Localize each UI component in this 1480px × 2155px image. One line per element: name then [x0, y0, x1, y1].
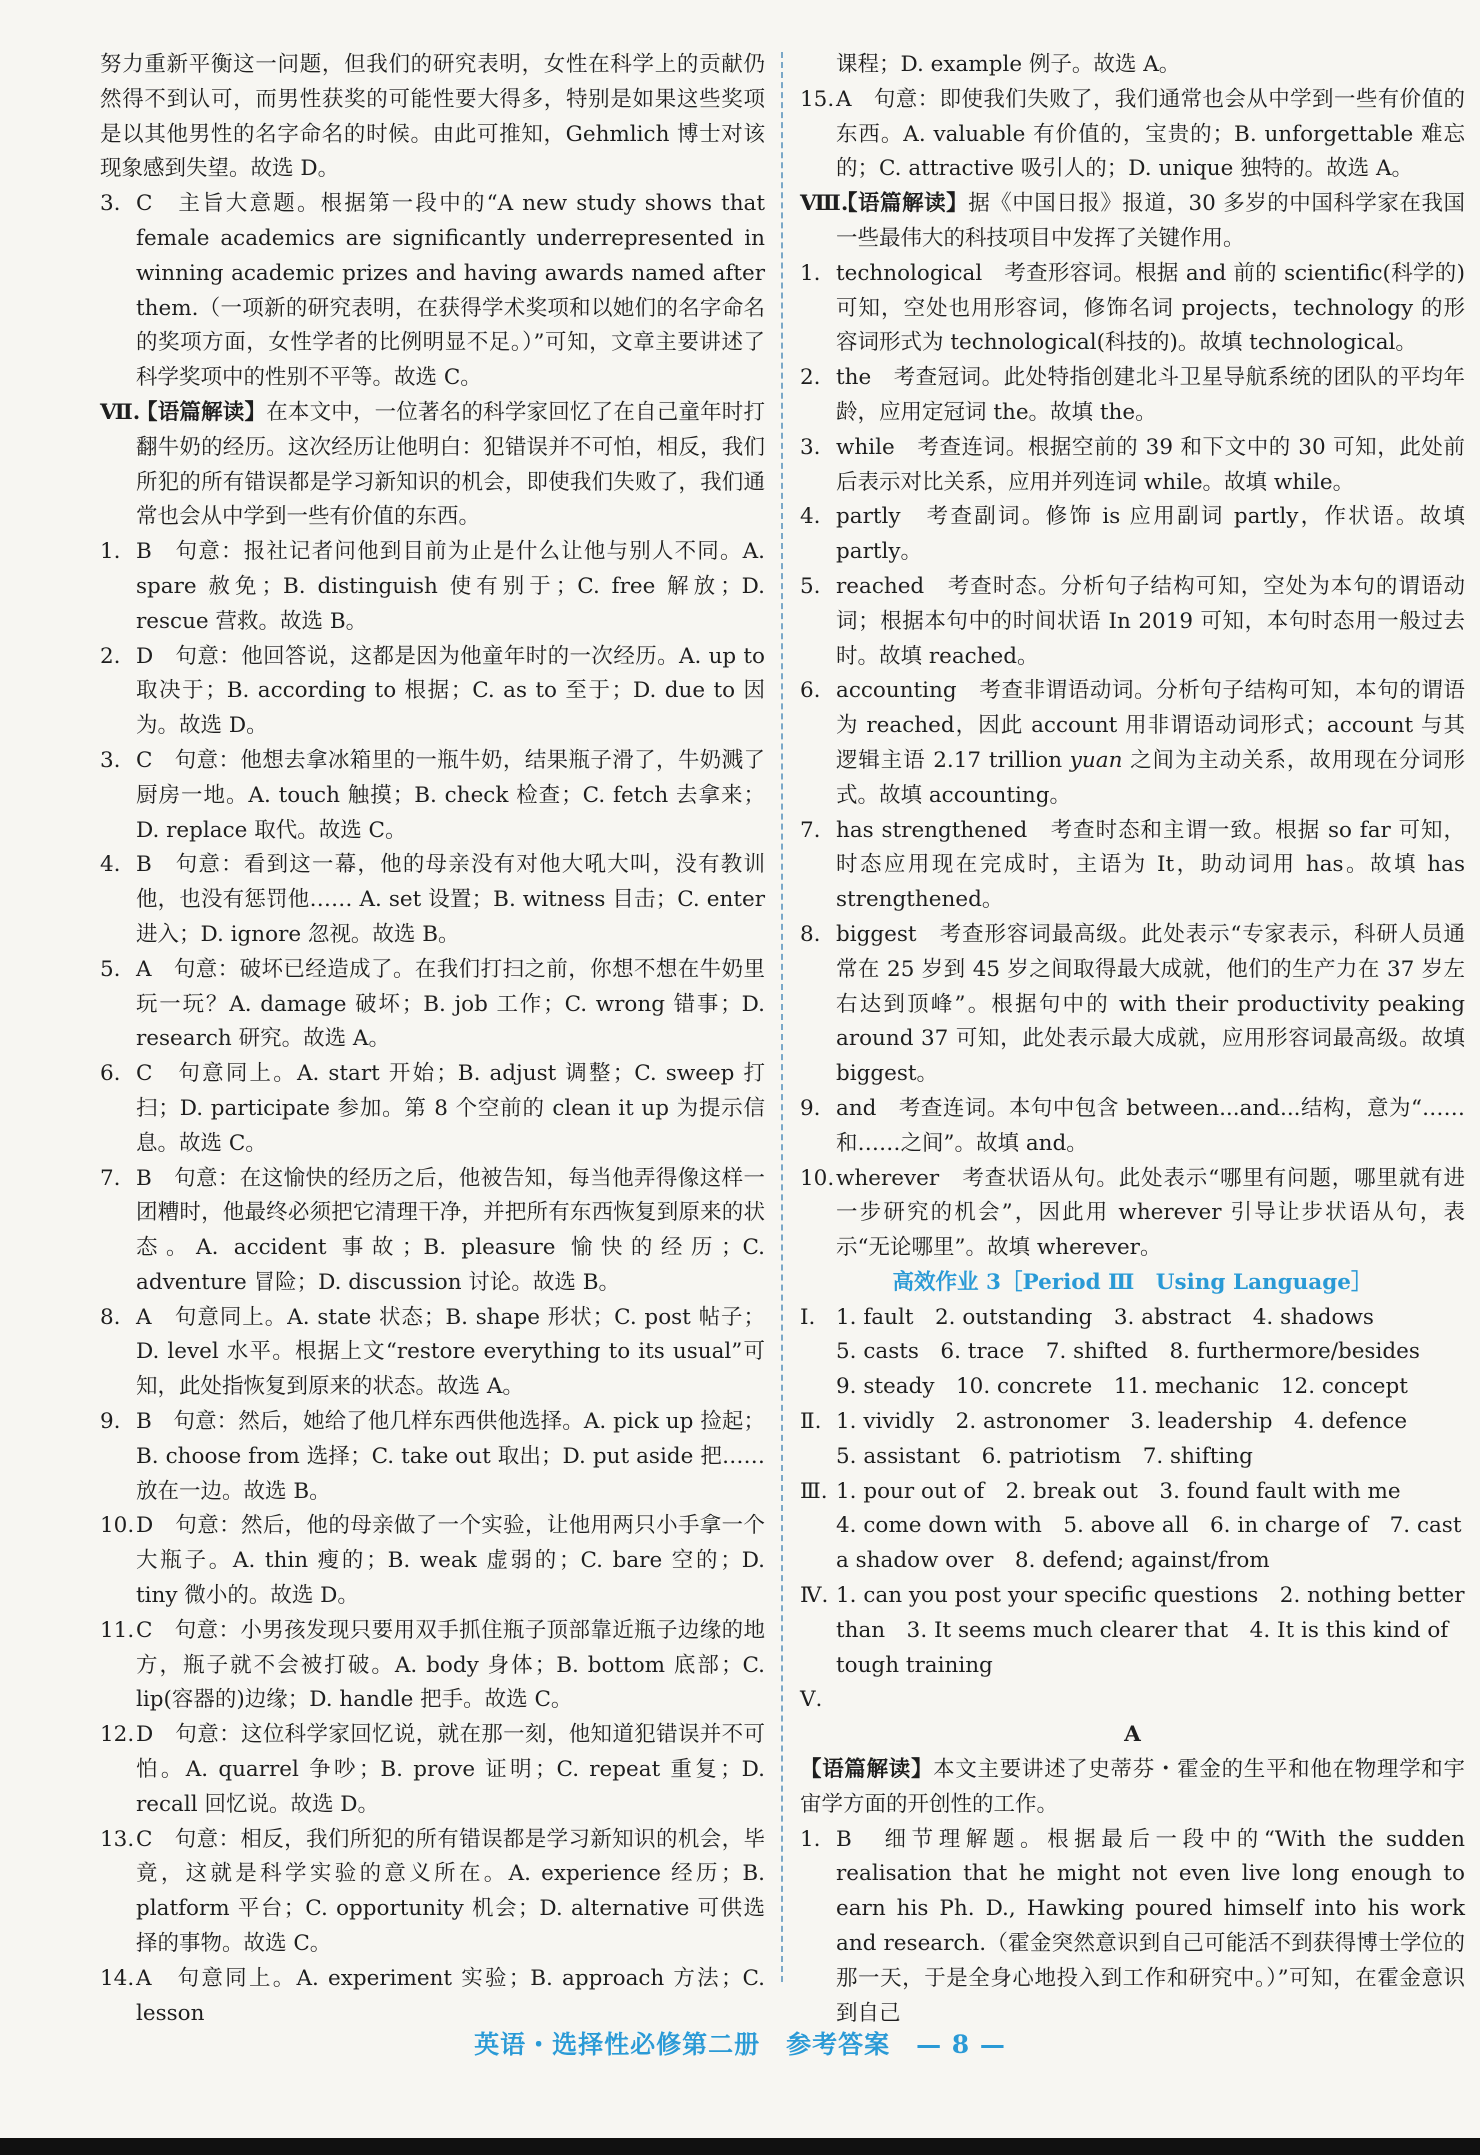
section-text: 据《中国日报》报道，30 多岁的中国科学家在我国一些最伟大的科技项目中发挥了关键作用。	[836, 191, 1465, 251]
answers-part-2	[800, 1405, 1465, 1475]
answer-numeral: Ⅲ.	[800, 1478, 828, 1504]
item-text: B 细节理解题。根据最后一段中的“With the sudden realisation that he might not even live long enough to earn his Ph. D., Hawking poured himself into his work and research.（霍金突然意识到自己可能活不到获得博士学位的那一天，于是全身心地投入到工作和研究中。）”可知，在霍金意识到自己	[836, 1826, 1465, 2026]
list-item	[100, 953, 765, 1057]
item-text: has strengthened 考查时态和主谓一致。根据 so far 可知，时态应用现在完成时，主语为 It，助动词用 has。故填 has strengthened。	[836, 817, 1465, 913]
list-item	[100, 744, 765, 848]
item-number: 11.	[100, 1617, 135, 1643]
section-numeral: Ⅷ.	[800, 191, 849, 217]
list-item	[800, 257, 1465, 361]
item-text: A 句意：即使我们失败了，我们通常也会从中学到一些有价值的东西。A. valuable 有价值的，宝贵的；B. unforgettable 难忘的；C. attractive 吸引人的；D. unique 独特的。故选 A。	[836, 86, 1465, 182]
column-divider	[781, 52, 783, 1982]
item-number: 1.	[100, 539, 121, 565]
right-column	[800, 48, 1465, 2031]
answer-line: 9. steady 10. concrete 11. mechanic 12. concept	[836, 1374, 1408, 1400]
list-item	[800, 674, 1465, 813]
item-text: technological 考查形容词。根据 and 前的 scientific(科学的)可知，空处也用形容词，修饰名词 projects，technology 的形容词形式为 technological(科技的)。故填 technological。	[836, 260, 1465, 356]
answer-line: 1. fault 2. outstanding 3. abstract 4. shadows	[836, 1304, 1374, 1330]
list-item	[100, 535, 765, 639]
list-item	[800, 570, 1465, 674]
item-text: B 句意：然后，她给了他几样东西供他选择。A. pick up 捡起；B. choose from 选择；C. take out 取出；D. put aside 把……放在一边。故选 B。	[136, 1409, 765, 1504]
item-number: 8.	[100, 1304, 121, 1330]
answer-line: 1. can you post your specific questions 2. nothing better than 3. It seems much clearer that 4. It is this kind of tough training	[836, 1583, 1465, 1678]
item-text: 之间为主动关系，故用现在分词形式。故填 accounting。	[836, 747, 1465, 808]
item-text: B 句意：在这愉快的经历之后，他被告知，每当他弄得像这样一团糟时，他最终必须把它清理干净，并把所有东西恢复到原来的状态。A. accident 事故；B. pleasure 愉快的经历；C. adventure 冒险；D. discussion 讨论。故选 B。	[136, 1165, 765, 1295]
section-numeral: Ⅶ.	[100, 399, 141, 425]
left-column	[100, 48, 765, 2031]
item-text: B 句意：报社记者问他到目前为止是什么让他与别人不同。A. spare 赦免；B. distinguish 使有别于；C. free 解放；D. rescue 营救。故选 B。	[136, 539, 765, 634]
answer-numeral: Ⅰ.	[800, 1304, 816, 1330]
bottom-bar	[0, 2138, 1480, 2155]
answer-line: 5. assistant 6. patriotism 7. shifting	[836, 1443, 1253, 1469]
question-15	[800, 83, 1465, 187]
answers-part-4	[800, 1579, 1465, 1683]
list-item	[100, 1301, 765, 1405]
answer-numeral: Ⅳ.	[800, 1583, 829, 1609]
list-item	[100, 1057, 765, 1161]
item-text: D 句意：这位科学家回忆说，就在那一刻，他知道犯错误并不可怕。A. quarrel 争吵；B. prove 证明；C. repeat 重复；D. recall 回忆说。故选 D。	[136, 1722, 765, 1817]
answers-part-5	[800, 1683, 1465, 1718]
list-item	[100, 640, 765, 744]
item-text: while 考查连词。根据空前的 39 和下文中的 30 可知，此处前后表示对比关系，应用并列连词 while。故填 while。	[836, 434, 1465, 495]
answer-line	[836, 1683, 1465, 1718]
list-item	[800, 1092, 1465, 1162]
answers-part-3	[800, 1475, 1465, 1579]
item-number: 10.	[100, 1513, 135, 1539]
item-text-italic: yuan	[1069, 747, 1123, 773]
answer-line: 5. casts 6. trace 7. shifted 8. furthermore/besides	[836, 1339, 1420, 1365]
section-8-intro	[800, 187, 1465, 257]
list-item	[100, 1614, 765, 1718]
list-item	[800, 361, 1465, 431]
list-item	[800, 918, 1465, 1092]
item-text: D 句意：然后，他的母亲做了一个实验，让他用两只小手拿一个大瓶子。A. thin 瘦的；B. weak 虚弱的；C. bare 空的；D. tiny 微小的。故选 D。	[136, 1513, 765, 1609]
item-text: A 句意：破坏已经造成了。在我们打扫之前，你想不想在牛奶里玩一玩？A. damage 破坏；B. job 工作；C. wrong 错事；D. research 研究。故选 A。	[136, 956, 765, 1052]
part-a-question-1	[800, 1823, 1465, 2032]
list-item	[800, 1162, 1465, 1266]
item-number: 7.	[100, 1165, 121, 1191]
intro-paragraph: 努力重新平衡这一问题，但我们的研究表明，女性在科学上的贡献仍然得不到认可，而男性获奖的可能性要大得多，特别是如果这些奖项是以其他男性的名字命名的时候。由此可推知，Gehmlich 博士对该现象感到失望。故选 D。	[100, 52, 765, 182]
item-number: 9.	[100, 1409, 121, 1435]
item-number: 1.	[800, 260, 821, 286]
section-8-items	[800, 257, 1465, 1266]
list-item	[100, 848, 765, 952]
item-number: 4.	[100, 852, 121, 878]
item-text: D 句意：他回答说，这都是因为他童年时的一次经历。A. up to 取决于；B. according to 根据；C. as to 至于；D. due to 因为。故选 D。	[136, 643, 765, 739]
item-number: 10.	[800, 1165, 835, 1191]
item-number: 14.	[100, 1965, 135, 1991]
item-number: 5.	[800, 573, 821, 599]
item-number: 9.	[800, 1095, 821, 1121]
item-number: 1.	[800, 1826, 821, 1852]
answer-numeral: Ⅱ.	[800, 1409, 822, 1435]
list-item	[100, 1823, 765, 1962]
answers-part-1	[800, 1301, 1465, 1405]
item-text: the 考查冠词。此处特指创建北斗卫星导航系统的团队的平均年龄，应用定冠词 the。故填 the。	[836, 365, 1465, 425]
section-heading: 高效作业 3［Period Ⅲ Using Language］	[892, 1269, 1373, 1295]
item-text: and 考查连词。本句中包含 between...and...结构，意为“……和……之间”。故填 and。	[836, 1095, 1465, 1156]
item-text: A 句意同上。A. experiment 实验；B. approach 方法；C. lesson	[136, 1965, 765, 2026]
item-number: 4.	[800, 504, 821, 530]
continued-item-14: 课程；D. example 例子。故选 A。	[836, 52, 1181, 77]
item-text: wherever 考查状语从句。此处表示“哪里有问题，哪里就有进一步研究的机会”，因此用 wherever 引导让步状语从句，表示“无论哪里”。故填 wherever。	[836, 1165, 1465, 1261]
item-text: accounting 考查非谓语动词。分析句子结构可知，本句的谓语为 reached，因此 account 用非谓语动词形式；account 与其逻辑主语 2.17 trillion	[836, 678, 1465, 773]
question-3	[100, 187, 765, 396]
item-number: 15.	[800, 86, 835, 112]
list-item	[100, 1405, 765, 1509]
item-number: 5.	[100, 956, 121, 982]
section-tag: 【语篇解读】	[136, 399, 267, 425]
list-item	[100, 1162, 765, 1301]
list-item	[100, 1962, 765, 2032]
item-text: C 句意：相反，我们所犯的所有错误都是学习新知识的机会，毕竟，这就是科学实验的意义所在。A. experience 经历；B. platform 平台；C. opportunity 机会；D. alternative 可供选择的事物。故选 C。	[136, 1826, 765, 1957]
item-text: biggest 考查形容词最高级。此处表示“专家表示，科研人员通常在 25 岁到 45 岁之间取得最大成就，他们的生产力在 37 岁左右达到顶峰”。根据句中的 with their productivity peaking around 37 可知，此处表示最大成就，应用形容词最高级。故填 biggest。	[836, 921, 1465, 1087]
section-7-items	[100, 535, 765, 2031]
answer-line: 1. pour out of 2. break out 3. found fault with me	[836, 1478, 1401, 1504]
item-text: C 句意：他想去拿冰箱里的一瓶牛奶，结果瓶子滑了，牛奶溅了厨房一地。A. touch 触摸；B. check 检查；C. fetch 去拿来；D. replace 取代。故选 C。	[136, 747, 765, 843]
section-tag: 【语篇解读】	[836, 191, 969, 217]
item-number: 6.	[100, 1061, 121, 1087]
item-number: 3.	[800, 434, 821, 460]
item-number: 2.	[100, 643, 121, 669]
section-text: 在本文中，一位著名的科学家回忆了在自己童年时打翻牛奶的经历。这次经历让他明白：犯错误并不可怕，相反，我们所犯的所有错误都是学习新知识的机会，即使我们失败了，我们通常也会从中学到一些有价值的东西。	[136, 399, 765, 530]
item-number: 3.	[100, 747, 121, 773]
question-number: 3.	[100, 191, 121, 217]
question-text: C 主旨大意题。根据第一段中的“A new study shows that female academics are significantly underrepresented in winning academic prizes and having awards named after them.（一项新的研究表明，在获得学术奖项和以她们的名字命名的奖项方面，女性学者的比例明显不足。）”可知，文章主要讲述了科学奖项中的性别不平等。故选 C。	[136, 191, 765, 391]
list-item	[100, 1718, 765, 1822]
item-text: partly 考查副词。修饰 is 应用副词 partly，作状语。故填 partly。	[836, 504, 1465, 565]
item-text: C 句意：小男孩发现只要用双手抓住瓶子顶部靠近瓶子边缘的地方，瓶子就不会被打破。A. body 身体；B. bottom 底部；C. lip(容器的)边缘；D. handle 把手。故选 C。	[136, 1617, 765, 1713]
list-item	[800, 431, 1465, 501]
intro-tag: 【语篇解读】	[800, 1757, 934, 1783]
section-7-intro	[100, 396, 765, 535]
item-text: A 句意同上。A. state 状态；B. shape 形状；C. post 帖子；D. level 水平。根据上文“restore everything to its usual”可知，此处指恢复到原来的状态。故选 A。	[136, 1304, 765, 1400]
answer-line: 1. vividly 2. astronomer 3. leadership 4. defence	[836, 1409, 1408, 1435]
part-a-intro	[800, 1753, 1465, 1823]
item-number: 2.	[800, 365, 821, 391]
part-a-heading: A	[1124, 1722, 1141, 1748]
page-footer: 英语・选择性必修第二册 参考答案 — 8 —	[474, 2030, 1006, 2059]
list-item	[800, 500, 1465, 570]
item-text: C 句意同上。A. start 开始；B. adjust 调整；C. sweep 打扫；D. participate 参加。第 8 个空前的 clean it up 为提示信息。故选 C。	[136, 1061, 765, 1156]
item-text: B 句意：看到这一幕，他的母亲没有对他大吼大叫，没有教训他，也没有惩罚他…… A. set 设置；B. witness 目击；C. enter 进入；D. ignore 忽视。故选 B。	[136, 852, 765, 947]
item-number: 13.	[100, 1826, 135, 1852]
answer-numeral: Ⅴ.	[800, 1687, 823, 1713]
answer-line: 4. come down with 5. above all 6. in charge of 7. cast a shadow over 8. defend; against/from	[836, 1513, 1462, 1574]
intro-text: 本文主要讲述了史蒂芬・霍金的生平和他在物理学和宇宙学方面的开创性的工作。	[800, 1757, 1465, 1817]
list-item	[100, 1509, 765, 1613]
item-text: reached 考查时态。分析句子结构可知，空处为本句的谓语动词；根据本句中的时间状语 In 2019 可知，本句时态用一般过去时。故填 reached。	[836, 573, 1465, 669]
item-number: 6.	[800, 678, 821, 704]
list-item	[800, 814, 1465, 918]
item-number: 8.	[800, 921, 821, 947]
item-number: 12.	[100, 1722, 135, 1748]
item-number: 7.	[800, 817, 821, 843]
